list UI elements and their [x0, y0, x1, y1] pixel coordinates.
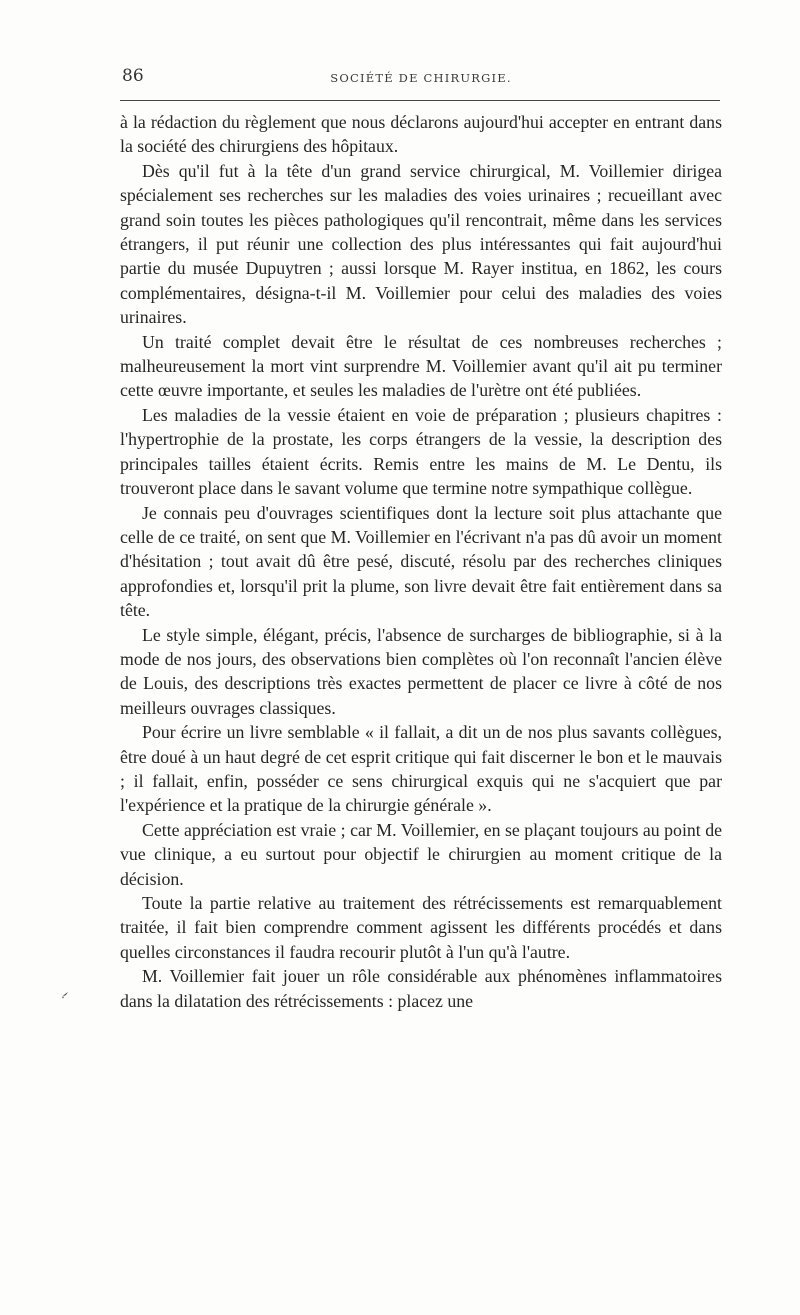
- ink-speck-mark: [60, 990, 70, 1000]
- paragraph-continued: à la rédaction du règlement que nous déclarons aujourd'hui accepter en entrant dans la société des chirurgiens des hôpitaux.: [120, 112, 722, 157]
- paragraph: Le style simple, élégant, précis, l'absence de surcharges de bibliographie, si à la mode de nos jours, des observations bien complètes où l'on reconnaît l'ancien élève de Louis, des descriptions très exactes permettent de placer ce livre à côté de nos meilleurs ouvrages classiques.: [120, 624, 722, 718]
- paragraph: Toute la partie relative au traitement des rétrécissements est remarquablement traitée, il fait bien comprendre comment agissent les différents procédés et dans quelles circonstances il faudra recourir plutôt à l'un qu'à l'autre.: [120, 893, 722, 962]
- paragraph: Dès qu'il fut à la tête d'un grand service chirurgical, M. Voillemier dirigea spécialement ses recherches sur les maladies des voies urinaires ; recueillant avec grand soin toutes les pièces pathologiques qu'il rencontrait, même dans les services étrangers, il put réunir une collection des plus intéressantes qui fait aujourd'hui partie du musée Dupuytren ; aussi lorsque M. Rayer institua, en 1862, les cours complémentaires, désigna-t-il M. Voillemier pour celui des maladies des voies urinaires.: [120, 160, 722, 328]
- paragraph: Un traité complet devait être le résultat de ces nombreuses recherches ; malheureusement la mort vint surprendre M. Voillemier avant qu'il ait pu terminer cette œuvre importante, et seules les maladies de l'urètre ont été publiées.: [120, 331, 722, 401]
- page-number: 86: [122, 66, 144, 86]
- running-head: SOCIÉTÉ DE CHIRURGIE.: [330, 71, 512, 85]
- paragraph: M. Voillemier fait jouer un rôle considérable aux phénomènes inflammatoires dans la dilatation des rétrécissements : placez une: [120, 966, 722, 1011]
- page-header: [122, 66, 720, 94]
- paragraph: Les maladies de la vessie étaient en voie de préparation ; plusieurs chapitres : l'hypertrophie de la prostate, les corps étrangers de la vessie, la description des principales tailles étaient écrits. Remis entre les mains de M. Le Dentu, ils trouveront place dans le savant volume que termine notre sympathique collègue.: [120, 404, 722, 499]
- paragraph: Je connais peu d'ouvrages scientifiques dont la lecture soit plus attachante que celle de ce traité, on sent que M. Voillemier en l'écrivant n'a pas dû avoir un moment d'hésitation ; tout avait dû être pesé, discuté, résolu par des recherches cliniques approfondies et, lorsqu'il prit la plume, son livre devait être fait entièrement dans sa tête.: [120, 502, 722, 621]
- paragraph: Cette appréciation est vraie ; car M. Voillemier, en se plaçant toujours au point de vue clinique, a eu surtout pour objectif le chirurgien au moment critique de la décision.: [120, 819, 722, 889]
- header-rule: [120, 100, 720, 101]
- body-text: [120, 110, 722, 1013]
- paragraph: Pour écrire un livre semblable « il fallait, a dit un de nos plus savants collègues, être doué à un haut degré de cet esprit critique qui fait discerner le bon et le mauvais ; il fallait, enfin, posséder ce sens chirurgical exquis qui ne s'acquiert que par l'expérience et la pratique de la chirurgie générale ».: [120, 722, 722, 816]
